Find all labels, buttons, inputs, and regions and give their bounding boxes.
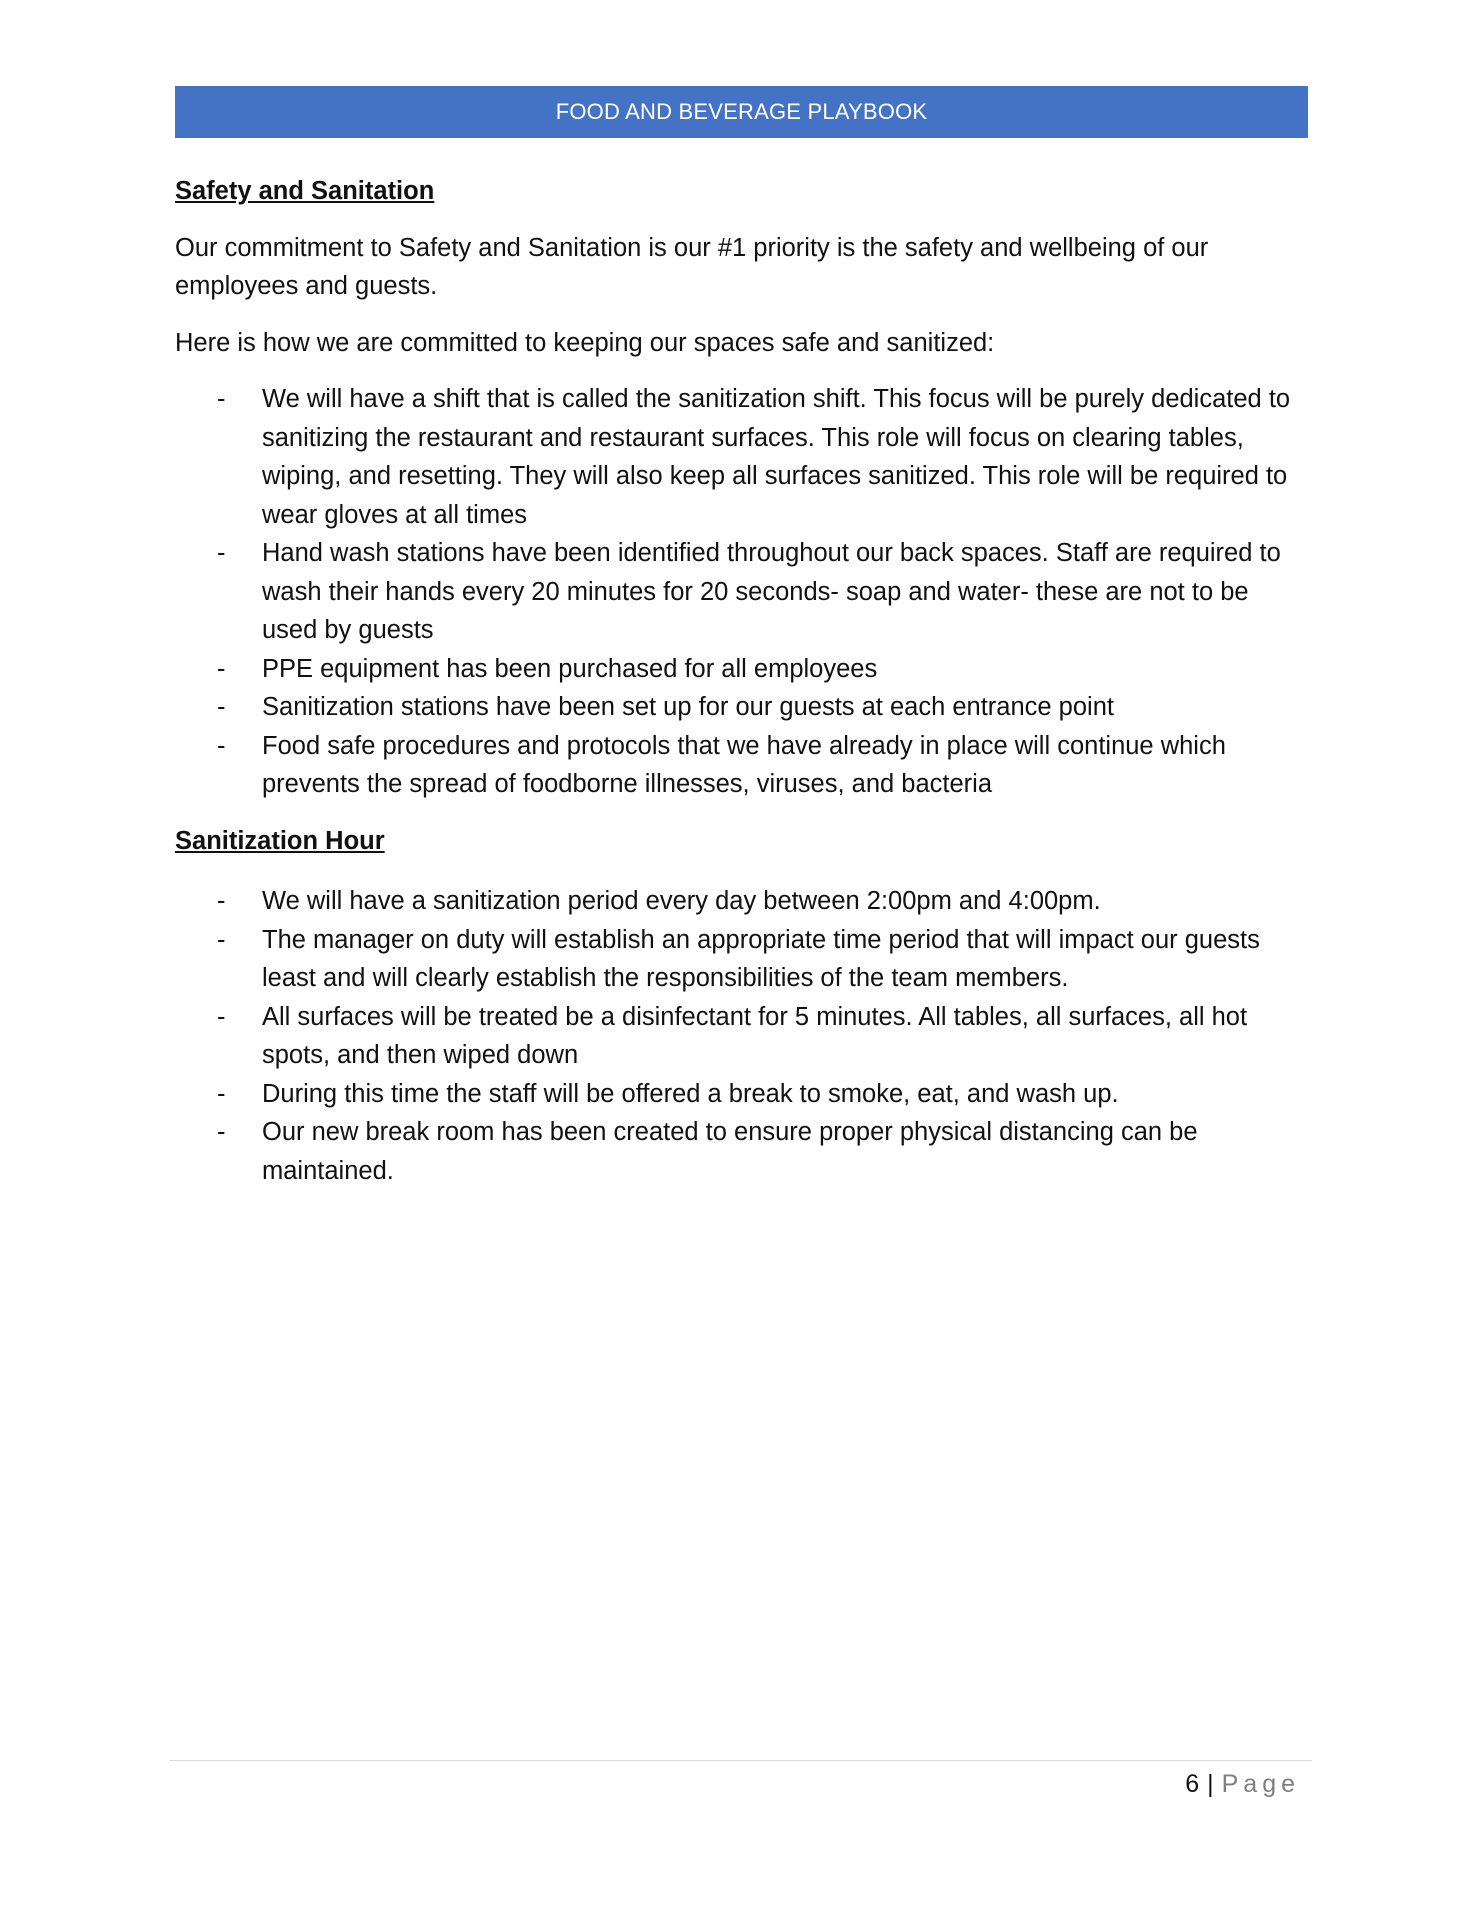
header-title: FOOD AND BEVERAGE PLAYBOOK (555, 99, 928, 124)
page-number: 6 (1185, 1770, 1200, 1798)
bullet-dash: - (217, 654, 226, 683)
page-content (175, 172, 1310, 1208)
list-item (175, 1113, 1310, 1190)
list-item-text: We will have a sanitization period every day between 2:00pm and 4:00pm. (262, 887, 1101, 915)
list-item (175, 1075, 1310, 1114)
list-item-text: Food safe procedures and protocols that we have already in place will continue which prevents the spread of foodborne illnesses, viruses, and bacteria (262, 731, 1226, 798)
bullet-dash: - (217, 693, 226, 721)
bullet-dash: - (217, 539, 226, 567)
bullet-dash: - (217, 1002, 226, 1031)
bullet-dash: - (217, 1079, 226, 1108)
list-item (175, 380, 1310, 534)
footer-separator: | (1207, 1770, 1214, 1798)
list-item-text: Sanitization stations have been set up for our guests at each entrance point (262, 693, 1114, 721)
list-item-text: We will have a shift that is called the sanitization shift. This focus will be purely dedicated to sanitizing the restaurant and restaurant surfaces. This role will focus on clearing tables, wiping, and resetting. They will also keep all surfaces sanitized. This role will be required to wear gloves at all times (262, 385, 1291, 529)
list-item-text: During this time the staff will be offered a break to smoke, eat, and wash up. (262, 1079, 1119, 1108)
bullet-dash: - (217, 385, 226, 413)
hour-bullet-list (175, 882, 1310, 1190)
page-footer (1185, 1768, 1300, 1800)
bullet-dash: - (217, 1118, 226, 1146)
safety-bullet-list (175, 380, 1310, 804)
section-heading: Sanitization Hour (175, 826, 385, 855)
bullet-dash: - (217, 731, 226, 760)
header-bar (175, 86, 1308, 138)
list-item (175, 727, 1310, 804)
list-item (175, 921, 1310, 998)
list-item (175, 998, 1310, 1075)
list-item-text: Hand wash stations have been identified throughout our back spaces. Staff are required to wash their hands every 20 minutes for 20 seconds- soap and water- these are not to be used by guests (262, 539, 1281, 644)
lead-paragraph: Here is how we are committed to keeping our spaces safe and sanitized: (175, 328, 995, 357)
list-item-text: Our new break room has been created to ensure proper physical distancing can be maintained. (262, 1118, 1198, 1185)
page-label: Page (1221, 1770, 1300, 1798)
list-item (175, 534, 1310, 650)
section-sanitization-hour (175, 822, 1310, 1191)
footer-divider (170, 1760, 1312, 1761)
bullet-dash: - (217, 925, 226, 954)
intro-paragraph: Our commitment to Safety and Sanitation is our #1 priority is the safety and wellbeing of our employees and guests. (175, 233, 1209, 300)
list-item (175, 650, 1310, 689)
list-item-text: PPE equipment has been purchased for all employees (262, 654, 878, 683)
list-item (175, 688, 1310, 727)
section-safety-and-sanitation (175, 172, 1310, 804)
list-item-text: All surfaces will be treated be a disinfectant for 5 minutes. All tables, all surfaces, all hot spots, and then wiped down (262, 1002, 1248, 1069)
list-item (175, 882, 1310, 921)
bullet-dash: - (217, 887, 226, 915)
section-heading: Safety and Sanitation (175, 177, 435, 205)
list-item-text: The manager on duty will establish an appropriate time period that will impact our guests least and will clearly establish the responsibilities of the team members. (262, 925, 1260, 992)
